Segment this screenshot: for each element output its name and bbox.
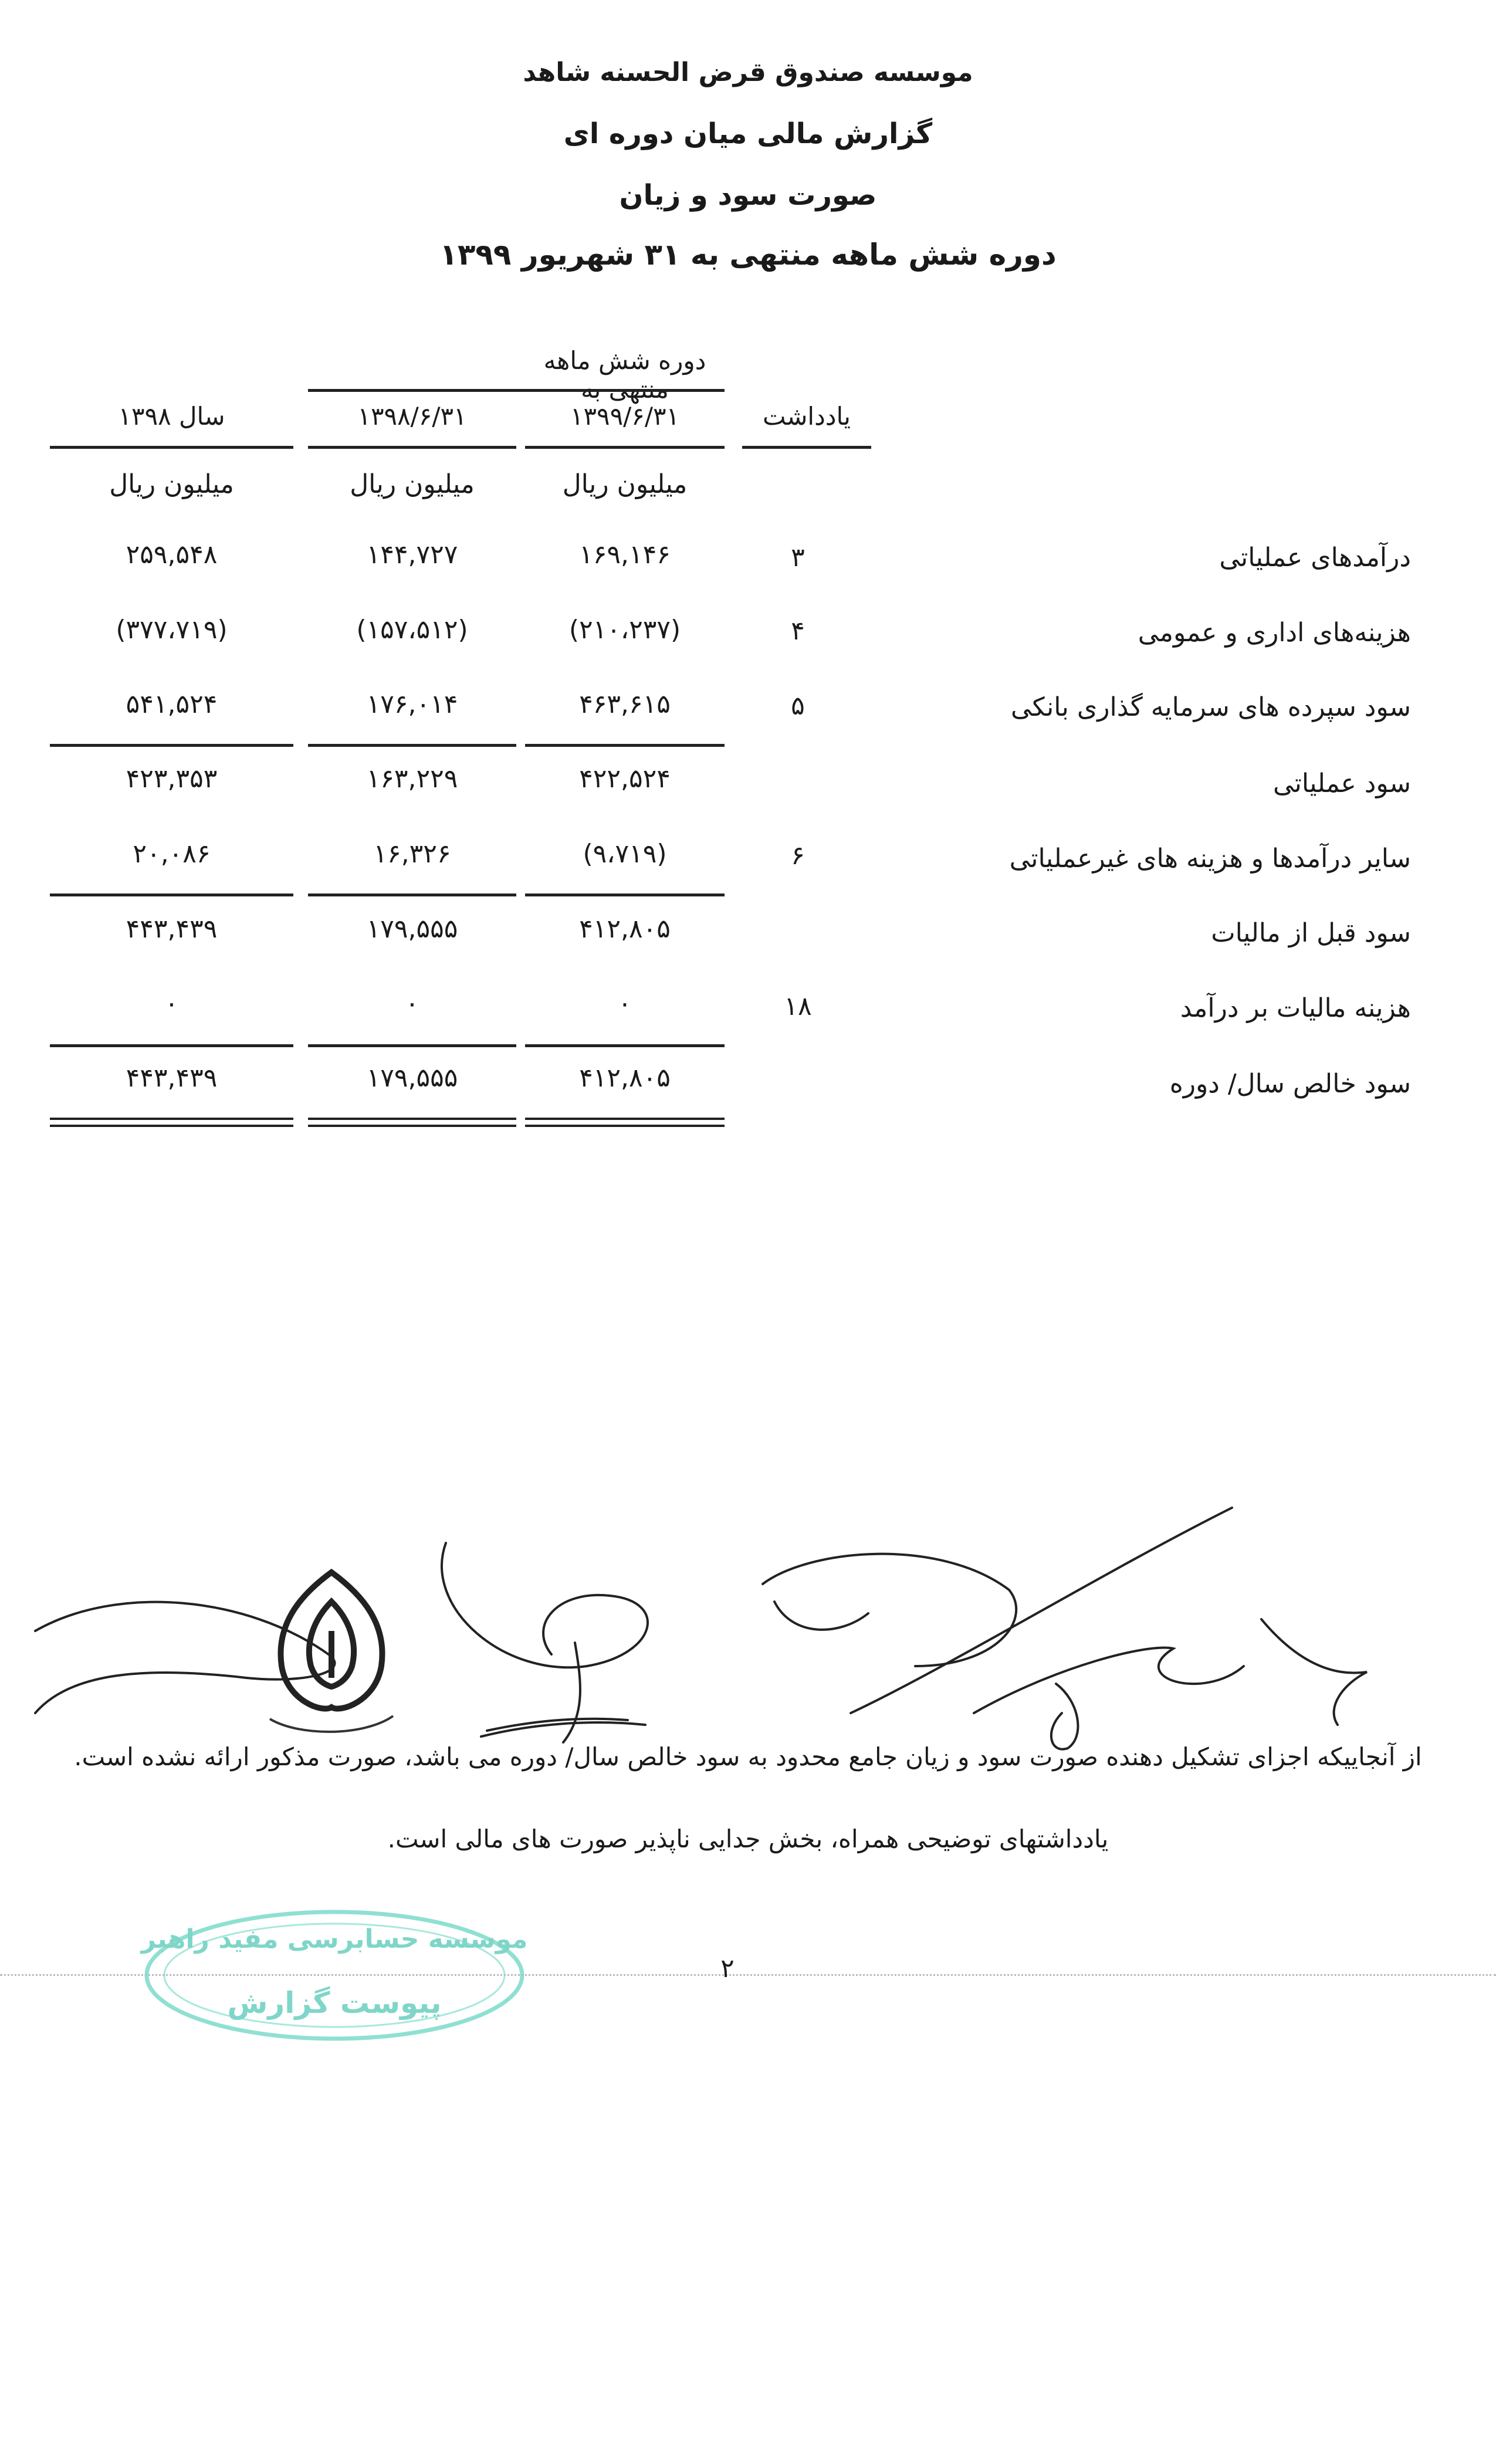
total-rule-col1 [525,1118,725,1120]
total-rule-col1-second [525,1125,725,1127]
subtotal-rule-col2 [308,893,516,896]
column-header-1398: ۱۳۹۸/۶/۳۱ [357,402,467,431]
stamp-attachment-label: پیوست گزارش [227,1986,442,2020]
period-column-header: دوره شش ماهه منتهی به [543,346,706,404]
unit-label-col1: میلیون ریال [562,469,688,499]
row-note: ۶ [791,841,805,871]
row-label-operating-profit: سود عملیاتی [1272,769,1411,798]
period-header-rule [308,389,725,392]
row-note: ۵ [791,691,805,721]
page-number: ۲ [720,1954,735,1984]
row-label-admin-expenses: هزینه‌های اداری و عمومی [1138,618,1411,648]
table-cell: ۲۰,۰۸۶ [133,839,211,869]
table-cell: ۱۷۹,۵۵۵ [366,914,458,944]
table-cell: ۱۴۴,۷۲۷ [366,540,458,570]
signatures-icon [0,1490,1496,1783]
footer-note-integral-part: یادداشتهای توضیحی همراه، بخش جدایی ناپذیر صورت های مالی است. [387,1825,1109,1853]
row-label-net-profit: سود خالص سال/ دوره [1169,1069,1411,1099]
subtotal-rule-col3 [50,893,293,896]
subtotal-rule-col2 [308,744,516,747]
table-cell: ۰ [164,989,179,1018]
table-cell: (۲۱۰،۲۳۷) [568,615,681,645]
note-column-header: یادداشت [763,402,851,431]
column-header-1399: ۱۳۹۹/۶/۳۱ [570,402,680,431]
table-cell: ۱۷۶,۰۱۴ [366,689,458,719]
table-cell: ۴۲۳,۳۵۳ [126,764,218,794]
subtotal-rule-col1 [525,1044,725,1047]
col2-header-rule [308,446,516,449]
statement-title: صورت سود و زیان [619,179,877,212]
stamp-auditor-name: موسسه حسابرسی مفید راهبر [141,1924,528,1954]
table-cell: ۱۷۹,۵۵۵ [366,1063,458,1093]
table-cell: ۴۴۳,۴۳۹ [126,1063,218,1093]
period-title: دوره شش ماهه منتهی به ۳۱ شهریور ۱۳۹۹ [439,238,1057,272]
table-cell: ۴۲۲,۵۲۴ [579,764,671,794]
subtotal-rule-col1 [525,744,725,747]
table-cell: (۱۵۷،۵۱۲) [356,615,468,645]
organization-title: موسسه صندوق قرض الحسنه شاهد [523,57,973,87]
total-rule-col3 [50,1118,293,1120]
row-label-bank-deposit-profit: سود سپرده های سرمایه گذاری بانکی [1010,692,1411,722]
total-rule-col3-second [50,1125,293,1127]
table-cell: ۲۵۹,۵۴۸ [126,540,218,570]
table-cell: ۱۶,۳۲۶ [373,839,451,869]
report-title: گزارش مالی میان دوره ای [563,117,933,150]
col3-header-rule [50,446,293,449]
row-label-income-tax: هزینه مالیات بر درآمد [1180,993,1411,1023]
table-cell: ۴۱۲,۸۰۵ [579,914,671,944]
total-rule-col2-second [308,1125,516,1127]
subtotal-rule-col1 [525,893,725,896]
note-header-rule [742,446,871,449]
subtotal-rule-col2 [308,1044,516,1047]
table-cell: (۹،۷۱۹) [583,839,667,869]
table-cell: ۰ [405,989,419,1018]
row-label-non-operating: سایر درآمدها و هزینه های غیرعملیاتی [1009,844,1411,874]
row-note: ۱۸ [784,991,812,1021]
unit-label-col2: میلیون ریال [350,469,475,499]
fund-logo-icon [258,1561,405,1748]
subtotal-rule-col3 [50,1044,293,1047]
column-header-year-1398: سال ۱۳۹۸ [118,402,225,431]
table-cell: ۴۱۲,۸۰۵ [579,1063,671,1093]
table-cell: ۱۶۳,۲۲۹ [366,764,458,794]
table-cell: ۵۴۱,۵۲۴ [126,689,218,719]
total-rule-col2 [308,1118,516,1120]
row-label-profit-before-tax: سود قبل از مالیات [1211,918,1411,948]
row-note: ۴ [791,616,805,646]
table-cell: ۴۴۳,۴۳۹ [126,914,218,944]
table-cell: ۰ [618,989,632,1018]
unit-label-col3: میلیون ریال [109,469,234,499]
row-label-operating-revenue: درآمدهای عملیاتی [1219,543,1411,573]
table-cell: ۴۶۳,۶۱۵ [579,689,671,719]
footer-note-comprehensive-income: از آنجاییکه اجزای تشکیل دهنده صورت سود و زیان جامع محدود به سود خالص سال/ دوره می باشد، صورت مذکور ارائه نشده است. [74,1742,1422,1771]
table-cell: (۳۷۷،۷۱۹) [116,615,228,645]
subtotal-rule-col3 [50,744,293,747]
table-cell: ۱۶۹,۱۴۶ [579,540,671,570]
row-note: ۳ [791,543,805,573]
col1-header-rule [525,446,725,449]
